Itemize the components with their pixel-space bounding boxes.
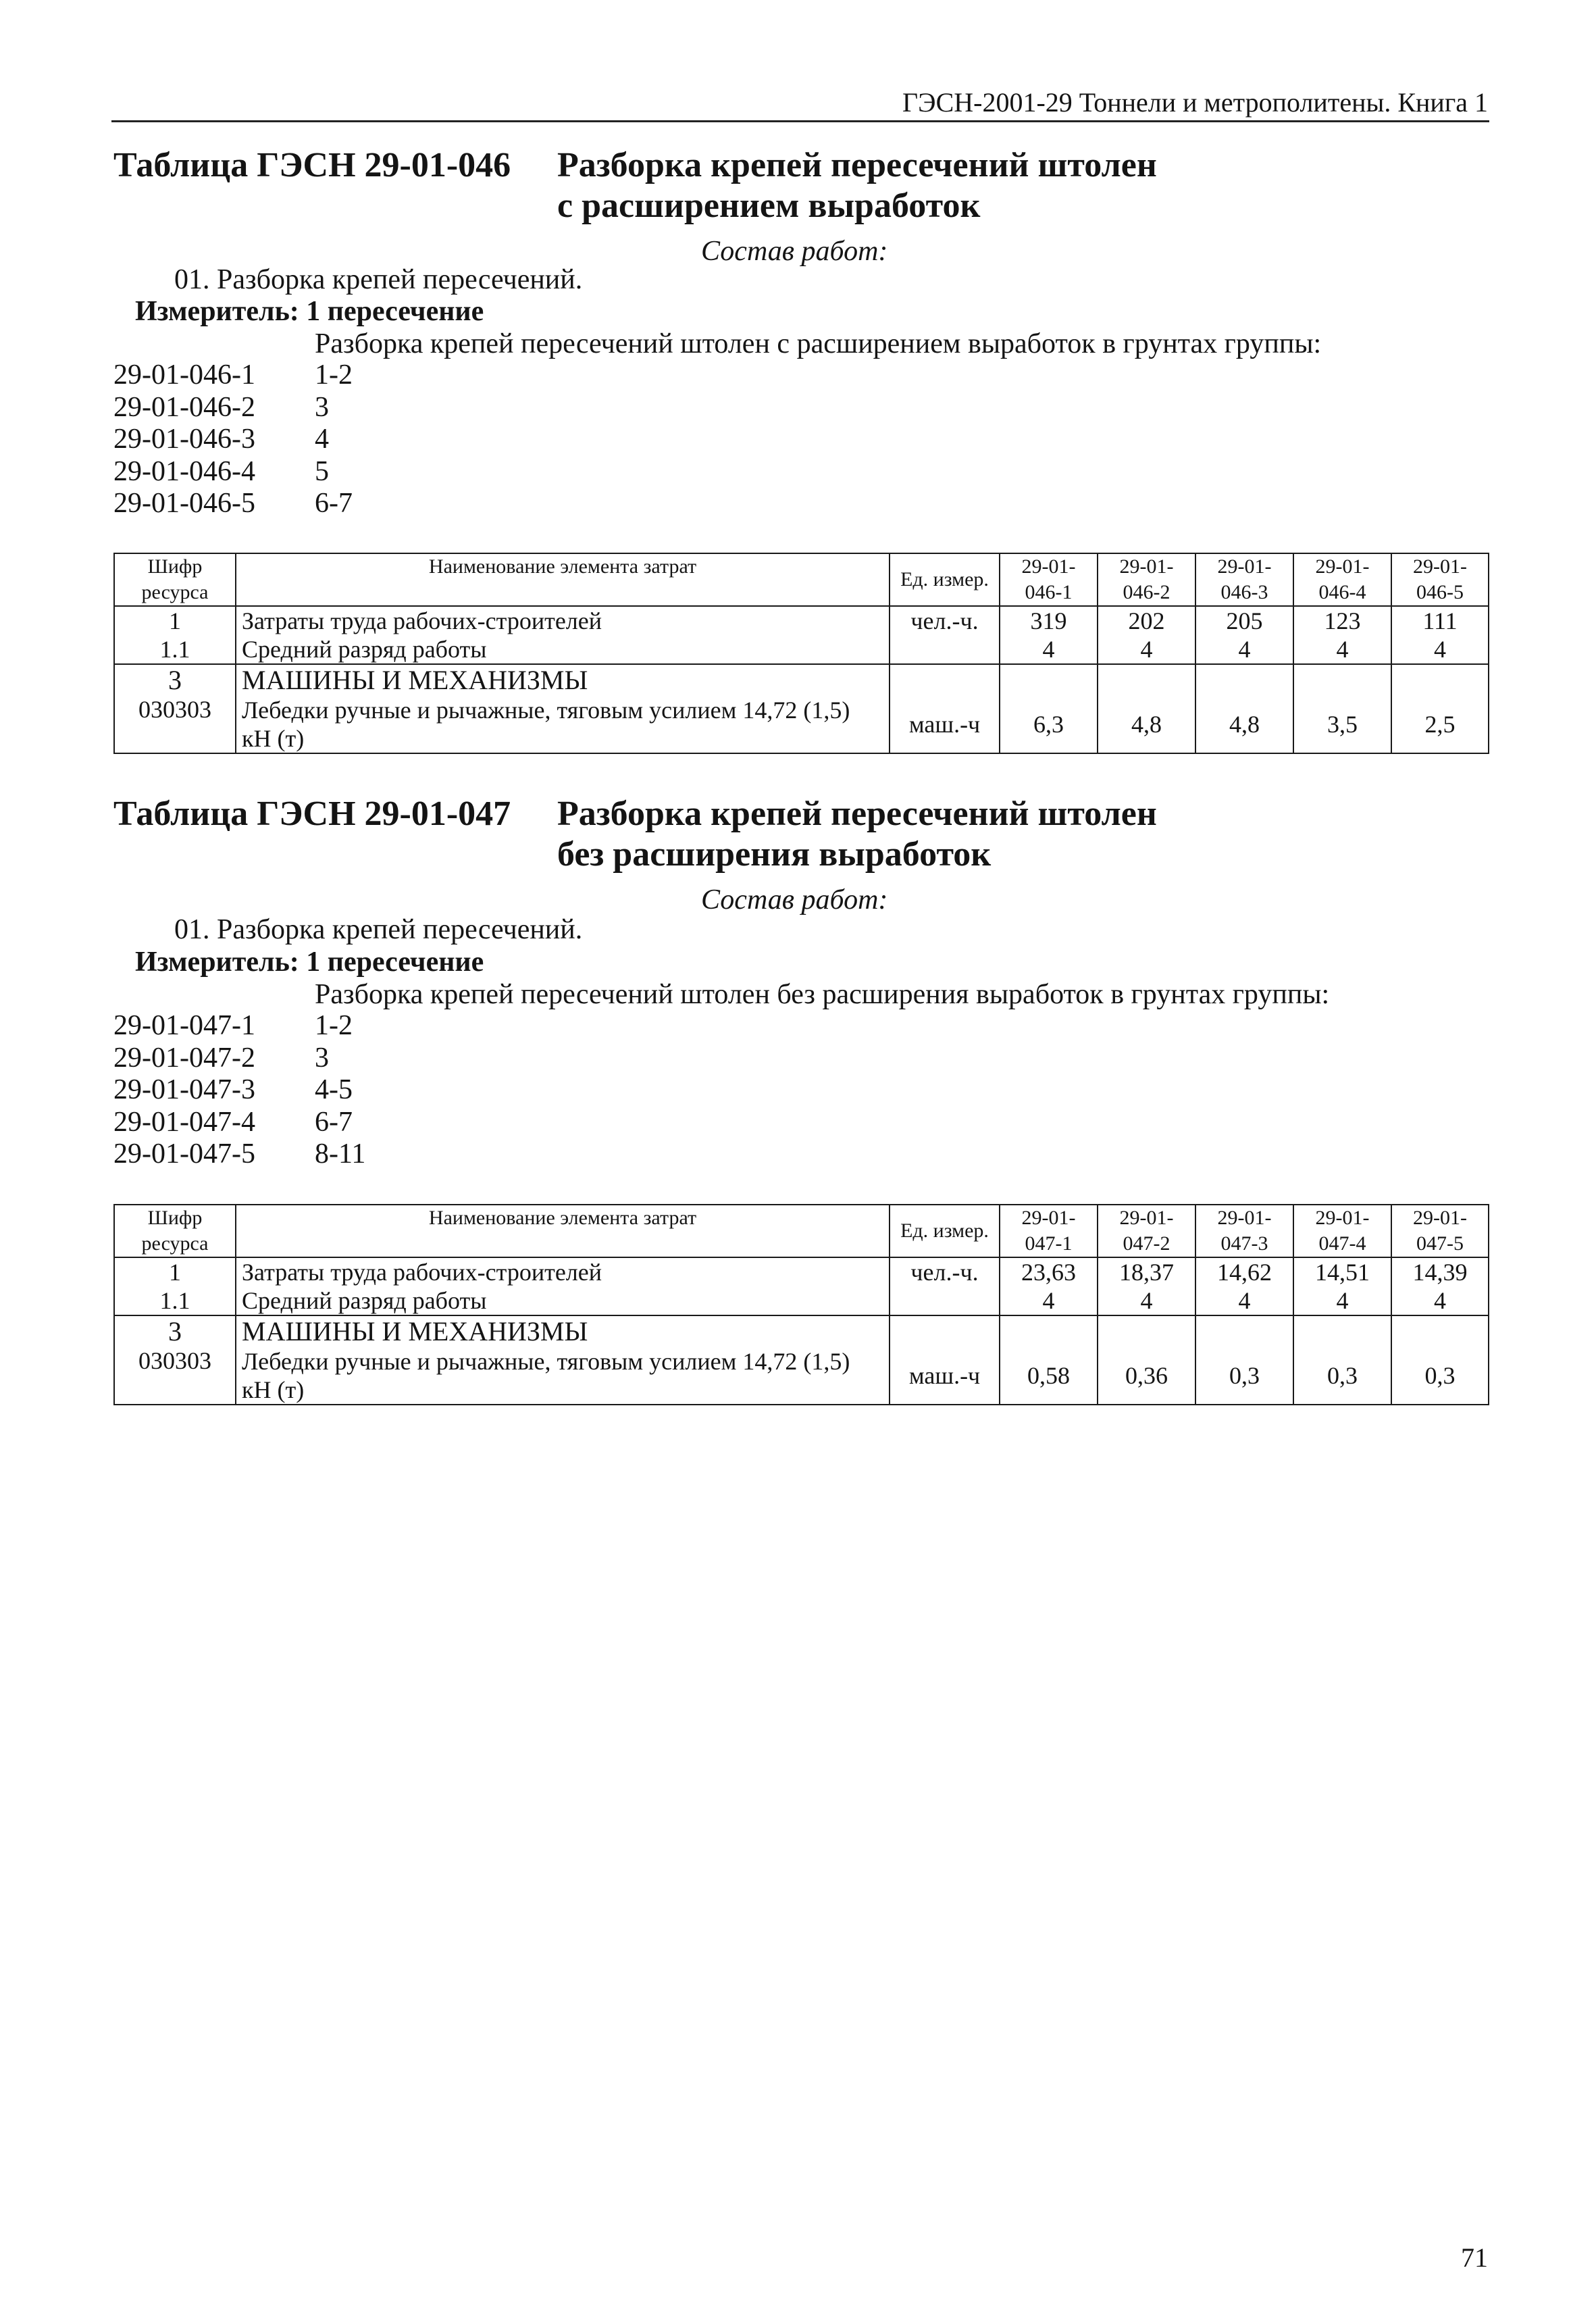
soil-group: 3 xyxy=(315,391,329,423)
row-value xyxy=(1195,664,1293,695)
row-value: 4,8 xyxy=(1195,695,1293,753)
soil-group: 6-7 xyxy=(315,1106,353,1138)
row-value: 0,3 xyxy=(1195,1347,1293,1405)
row-value xyxy=(1195,1315,1293,1347)
row-value: 4 xyxy=(1293,1286,1391,1315)
header-norm-column: 29-01-046-1 xyxy=(1000,553,1098,606)
measure-line xyxy=(135,295,484,328)
composition-heading: Состав работ: xyxy=(701,884,888,915)
table-number: Таблица ГЭСН 29-01-046 xyxy=(113,146,511,184)
table-title xyxy=(557,145,1157,226)
row-name: Средний разряд работы xyxy=(236,1286,890,1315)
header-code: Шифр ресурса xyxy=(114,1205,236,1257)
table-row xyxy=(114,1257,1489,1286)
table-header-row xyxy=(114,553,1489,606)
soil-group: 1-2 xyxy=(315,359,353,391)
row-value: 4 xyxy=(1000,635,1098,664)
description: Разборка крепей пересечений штолен без расширения выработок в грунтах группы: xyxy=(315,979,1330,1010)
row-name: Лебедки ручные и рычажные, тяговым усилием 14,72 (1,5) кН (т) xyxy=(236,695,890,753)
soil-group: 6-7 xyxy=(315,488,353,519)
header-norm-column: 29-01-047-3 xyxy=(1195,1205,1293,1257)
row-value xyxy=(1098,1315,1195,1347)
row-value: 4 xyxy=(1293,635,1391,664)
norm-code: 29-01-046-1 xyxy=(113,359,255,391)
row-unit xyxy=(890,664,1000,695)
table-row xyxy=(114,664,1489,695)
code-list-item xyxy=(113,456,353,488)
row-value xyxy=(1391,1315,1489,1347)
row-name: Затраты труда рабочих-строителей xyxy=(236,1257,890,1286)
row-value: 4,8 xyxy=(1098,695,1195,753)
row-value: 4 xyxy=(1195,1286,1293,1315)
row-code: 1.1 xyxy=(114,1286,236,1315)
row-value: 4 xyxy=(1098,1286,1195,1315)
row-value: 4 xyxy=(1391,1286,1489,1315)
row-unit xyxy=(890,1315,1000,1347)
header-name: Наименование элемента затрат xyxy=(236,553,890,606)
norm-code: 29-01-047-2 xyxy=(113,1042,255,1074)
header-norm-column: 29-01-046-4 xyxy=(1293,553,1391,606)
row-value xyxy=(1000,1315,1098,1347)
row-code: 1 xyxy=(114,1257,236,1286)
row-value xyxy=(1000,664,1098,695)
header-rule xyxy=(111,120,1489,122)
row-unit xyxy=(890,1286,1000,1315)
row-value xyxy=(1098,664,1195,695)
table-title-line: с расширением выработок xyxy=(557,186,981,225)
description: Разборка крепей пересечений штолен с расширением выработок в грунтах группы: xyxy=(315,328,1322,359)
norm-code: 29-01-047-3 xyxy=(113,1074,255,1105)
row-value: 0,36 xyxy=(1098,1347,1195,1405)
row-value: 202 xyxy=(1098,606,1195,635)
soil-group: 5 xyxy=(315,455,329,487)
soil-group: 3 xyxy=(315,1042,329,1074)
code-list-item xyxy=(113,1042,365,1075)
row-value: 319 xyxy=(1000,606,1098,635)
row-code: 1.1 xyxy=(114,635,236,664)
running-header: ГЭСН-2001-29 Тоннели и метрополитены. Книга 1 xyxy=(902,87,1488,118)
page-number: 71 xyxy=(1461,2242,1488,2273)
row-unit: чел.-ч. xyxy=(890,1257,1000,1286)
header-norm-column: 29-01-046-2 xyxy=(1098,553,1195,606)
row-unit: маш.-ч xyxy=(890,695,1000,753)
table-number: Таблица ГЭСН 29-01-047 xyxy=(113,795,511,833)
header-name: Наименование элемента затрат xyxy=(236,1205,890,1257)
code-list-item xyxy=(113,1074,365,1107)
norm-code: 29-01-046-3 xyxy=(113,424,255,455)
norm-code: 29-01-046-4 xyxy=(113,455,255,487)
code-list xyxy=(113,359,353,520)
table-row xyxy=(114,695,1489,753)
table-row xyxy=(114,606,1489,635)
table-row xyxy=(114,1286,1489,1315)
row-value: 0,58 xyxy=(1000,1347,1098,1405)
table-row xyxy=(114,1347,1489,1405)
row-value: 4 xyxy=(1098,635,1195,664)
header-norm-column: 29-01-046-5 xyxy=(1391,553,1489,606)
soil-group: 4-5 xyxy=(315,1074,353,1105)
row-value: 14,62 xyxy=(1195,1257,1293,1286)
row-value: 4 xyxy=(1000,1286,1098,1315)
table-header-row xyxy=(114,1205,1489,1257)
soil-group: 8-11 xyxy=(315,1138,366,1169)
table-title-line: Разборка крепей пересечений штолен xyxy=(557,795,1157,833)
code-list-item xyxy=(113,1107,365,1139)
row-value xyxy=(1293,1315,1391,1347)
norm-code: 29-01-047-5 xyxy=(113,1138,255,1169)
soil-group: 1-2 xyxy=(315,1010,353,1041)
row-code: 3 xyxy=(114,1315,236,1347)
row-value: 14,39 xyxy=(1391,1257,1489,1286)
code-list-item xyxy=(113,424,353,456)
header-norm-column: 29-01-047-5 xyxy=(1391,1205,1489,1257)
composition-item: 01. Разборка крепей пересечений. xyxy=(174,264,583,295)
row-unit xyxy=(890,635,1000,664)
measure-label: Измеритель: xyxy=(135,296,299,327)
row-code: 1 xyxy=(114,606,236,635)
section-heading: МАШИНЫ И МЕХАНИЗМЫ xyxy=(236,664,890,695)
row-value xyxy=(1391,664,1489,695)
row-code: 3 xyxy=(114,664,236,695)
code-list-item xyxy=(113,392,353,424)
row-value: 205 xyxy=(1195,606,1293,635)
measure-value: 1 пересечение xyxy=(306,296,484,327)
norm-code: 29-01-047-1 xyxy=(113,1010,255,1041)
soil-group: 4 xyxy=(315,424,329,455)
composition-heading: Состав работ: xyxy=(701,236,888,267)
row-value: 0,3 xyxy=(1391,1347,1489,1405)
code-list-item xyxy=(113,1010,365,1042)
resource-table xyxy=(113,1204,1489,1405)
code-list-item xyxy=(113,488,353,520)
header-norm-column: 29-01-047-2 xyxy=(1098,1205,1195,1257)
row-value: 4 xyxy=(1391,635,1489,664)
row-unit: маш.-ч xyxy=(890,1347,1000,1405)
section-heading: МАШИНЫ И МЕХАНИЗМЫ xyxy=(236,1315,890,1347)
row-value: 14,51 xyxy=(1293,1257,1391,1286)
code-list-item xyxy=(113,1138,365,1171)
table-title xyxy=(557,794,1157,875)
row-value: 23,63 xyxy=(1000,1257,1098,1286)
row-value: 2,5 xyxy=(1391,695,1489,753)
table-row xyxy=(114,635,1489,664)
row-value: 0,3 xyxy=(1293,1347,1391,1405)
norm-code: 29-01-046-5 xyxy=(113,488,255,519)
row-name: Лебедки ручные и рычажные, тяговым усилием 14,72 (1,5) кН (т) xyxy=(236,1347,890,1405)
row-value: 123 xyxy=(1293,606,1391,635)
row-code: 030303 xyxy=(114,695,236,753)
row-value: 3,5 xyxy=(1293,695,1391,753)
table-title-line: Разборка крепей пересечений штолен xyxy=(557,146,1157,184)
code-list-item xyxy=(113,359,353,392)
row-value: 18,37 xyxy=(1098,1257,1195,1286)
row-name: Средний разряд работы xyxy=(236,635,890,664)
header-norm-column: 29-01-047-4 xyxy=(1293,1205,1391,1257)
header-unit: Ед. измер. xyxy=(890,1205,1000,1257)
row-value: 111 xyxy=(1391,606,1489,635)
row-value xyxy=(1293,664,1391,695)
code-list xyxy=(113,1010,365,1171)
resource-table xyxy=(113,553,1489,754)
row-value: 6,3 xyxy=(1000,695,1098,753)
header-norm-column: 29-01-046-3 xyxy=(1195,553,1293,606)
table-title-line: без расширения выработок xyxy=(557,835,992,874)
measure-line xyxy=(135,946,484,978)
norm-code: 29-01-046-2 xyxy=(113,391,255,423)
header-unit: Ед. измер. xyxy=(890,553,1000,606)
measure-value: 1 пересечение xyxy=(306,947,484,978)
norm-code: 29-01-047-4 xyxy=(113,1106,255,1138)
row-name: Затраты труда рабочих-строителей xyxy=(236,606,890,635)
measure-label: Измеритель: xyxy=(135,947,299,978)
composition-item: 01. Разборка крепей пересечений. xyxy=(174,914,583,945)
header-norm-column: 29-01-047-1 xyxy=(1000,1205,1098,1257)
row-value: 4 xyxy=(1195,635,1293,664)
table-row xyxy=(114,1315,1489,1347)
header-code: Шифр ресурса xyxy=(114,553,236,606)
row-code: 030303 xyxy=(114,1347,236,1405)
row-unit: чел.-ч. xyxy=(890,606,1000,635)
